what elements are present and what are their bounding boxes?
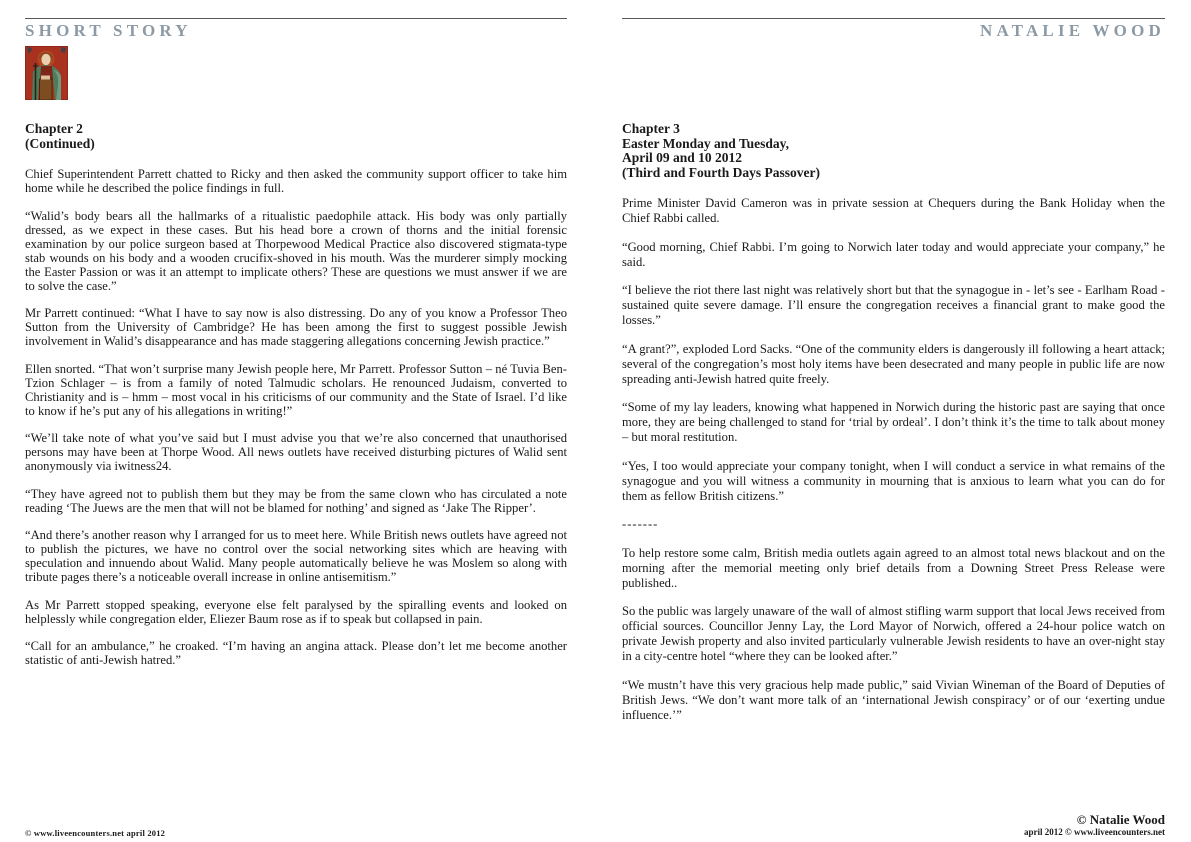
section-break-dashes: ------- [622,517,659,531]
story-paragraph: “And there’s another reason why I arranged for us to meet here. While British news outlets have agreed not to publish the pictures, we have no control over the social networking sites which are heaving with speculation and innuendo about Walid. Many people automatically believe he was Moslem so along with tribute pages there’s a noticeable overall increase in online antisemitism.” [25,528,567,584]
right-column [622,122,1165,736]
story-paragraph: Chief Superintendent Parrett chatted to Ricky and then asked the community support officer to take him home while he described the police findings in full. [25,167,567,195]
chapter-3-subtitle-line-2: April 09 and 10 2012 [622,150,743,165]
story-paragraph: Prime Minister David Cameron was in private session at Chequers during the Bank Holiday when the Chief Rabbi called. [622,196,1165,225]
chapter-3-heading [622,122,1165,180]
story-paragraph: “Call for an ambulance,” he croaked. “I’m having an angina attack. Please don’t let me become another statistic of anti-Jewish hatred.” [25,639,567,667]
story-paragraph: “Walid’s body bears all the hallmarks of a ritualistic paedophile attack. His body was only partially dressed, as we expect in these cases. But his head bore a crown of thorns and the initial forensic examination by our police surgeon based at Thorpewood Medical Practice also discovered stigmata-type stab wounds on his body and a wooden crucifix-shoved in his mouth. Was the murderer simply mocking the Easter Passion or was it an attempt to implicate others? These are questions we must answer if we are to solve the case.” [25,208,567,293]
chapter-2-subtitle: (Continued) [25,135,95,151]
right-masthead [622,18,1165,40]
story-paragraph: Mr Parrett continued: “What I have to say now is also distressing. Do any of you know a Professor Theo Sutton from the University of Cambridge? He has been among the first to suggest possible Jewish involvement in Walid’s disappearance and has made staggering allegations concerning Jewish practice.” [25,306,567,348]
story-paragraph: “Some of my lay leaders, knowing what happened in Norwich during the historic past are saying that once more, they are being challenged to stand for ‘trial by ordeal’. I don’t think it’s the time to talk about money – but moral restitution. [622,400,1165,444]
publication-info [1024,827,1165,838]
chapter-3-subtitle-line-1: Easter Monday and Tuesday, [622,135,790,151]
section-title: SHORT STORY [25,21,192,40]
liveencounters-link[interactable]: © www.liveencounters.net april 2012 [25,828,166,838]
author-name: NATALIE WOOD [979,21,1165,40]
left-masthead [25,18,567,40]
chapter-2-title: Chapter 2 [25,121,83,136]
chapter-3-title: Chapter 3 [622,121,680,136]
story-paragraph: To help restore some calm, British media outlets again agreed to an almost total news blackout and on the morning after the memorial meeting only brief details from a Downing Street Press Release were published.. [622,545,1165,590]
story-paragraph: “Yes, I too would appreciate your company tonight, when I will conduct a service in what remains of the synagogue and you will witness a community in mourning that is anxious to learn what you can do for them as fellow British citizens.” [622,458,1165,503]
story-paragraph: “We mustn’t have this very gracious help made public,” said Vivian Wineman of the Board of Deputies of British Jews. “We don’t want more talk of an ‘international Jewish conspiracy’ or of our ‘exerting undue influence.’” [622,677,1165,722]
chapter-2-heading [25,122,567,151]
medieval-saint-painting-icon [25,46,68,100]
footer-copyright-right [1024,813,1165,838]
story-paragraph: “We’ll take note of what you’ve said but I must advise you that we’re also concerned that unauthorised persons may have been at Thorpe Wood. All news outlets have received disturbing pictures of Walid sent anonymously via iwitness24. [25,431,567,473]
story-paragraph: “A grant?”, exploded Lord Sacks. “One of the community elders is dangerously ill following a heart attack; several of the congregation’s most holy items have been desecrated and many people in public life are now spreading anti-Jewish hatred quite freely. [622,341,1165,386]
footer-copyright-left [25,828,165,838]
author-copyright: © Natalie Wood [1076,812,1165,827]
story-paragraph: “They have agreed not to publish them but they may be from the same clown who has circulated a note reading ‘The Juews are the men that will not be blamed for nothing’ and signed as ‘Jake The Ripper’. [25,486,567,515]
story-paragraph: Ellen snorted. “That won’t surprise many Jewish people here, Mr Parrett. Professor Sutton – né Tuvia Ben-Tzion Schlager – is from a family of noted Talmudic scholars. He renounced Judaism, converted to Christianity and is – hmm – most vocal in his criticisms of our community and the State of Israel. I’d like to know if he’s put any of his allegations in writing!” [25,361,567,418]
story-paragraph: So the public was largely unaware of the wall of almost stifling warm support that local Jews received from official sources. Councillor Jenny Lay, the Lord Mayor of Norwich, offered a 24-hour police watch on private Jewish property and also invited particularly vulnerable Jewish residents to have an over-night stay in a city-centre hotel “where they can be looked after.” [622,604,1165,663]
story-paragraph: “I believe the riot there last night was relatively short but that the synagogue in - let’s see - Earlham Road - sustained quite severe damage. I’ll ensure the congregation receives a financial grant to make good the losses.” [622,283,1165,327]
chapter-3-subtitle-line-3: (Third and Fourth Days Passover) [622,164,821,180]
story-paragraph: “Good morning, Chief Rabbi. I’m going to Norwich later today and would appreciate your company,” he said. [622,239,1165,269]
story-paragraph: As Mr Parrett stopped speaking, everyone else felt paralysed by the spiralling events and looked on helplessly while congregation elder, Eliezer Baum rose as if to speak but collapsed in pain. [25,597,567,626]
left-column [25,122,567,681]
liveencounters-link[interactable]: april 2012 © www.liveencounters.net [1024,827,1165,837]
